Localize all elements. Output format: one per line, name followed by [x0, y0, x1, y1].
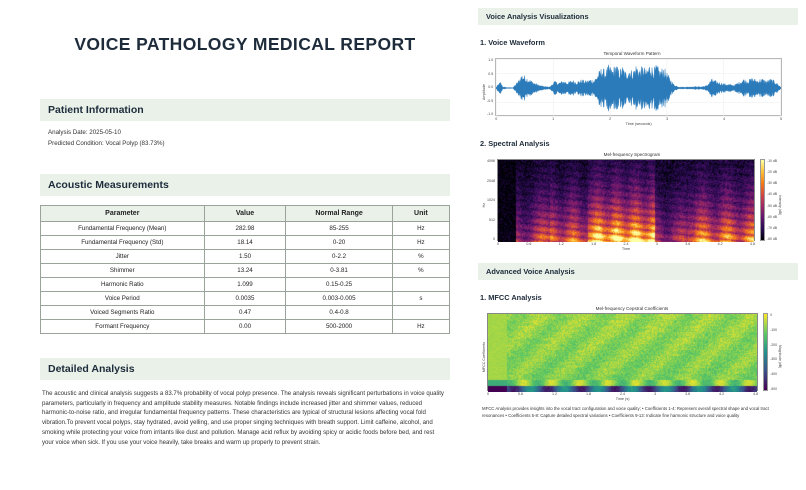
waveform-x-axis-label: Time (seconds)	[625, 122, 652, 126]
axis-tick: 0.6	[526, 242, 532, 246]
axis-tick: 1024	[487, 198, 495, 202]
acoustic-measurements-table	[40, 205, 450, 334]
axis-tick: 3.6	[685, 392, 691, 396]
table-cell: 1.50	[204, 249, 286, 263]
table-row	[41, 305, 450, 319]
table-cell: 0.47	[204, 305, 286, 319]
axis-tick: -10 dB	[767, 159, 777, 163]
axis-tick: 3	[655, 242, 658, 246]
axis-tick: 0.5	[488, 71, 494, 76]
table-column-header-3: Unit	[392, 205, 449, 221]
axis-tick: -200	[770, 342, 777, 347]
axis-tick: 4.8	[753, 392, 759, 396]
axis-tick: 1.2	[552, 392, 558, 396]
waveform-x-ticks	[495, 117, 782, 121]
spectrogram-y-axis-label: Hz	[482, 202, 486, 208]
mfcc-canvas	[488, 314, 757, 392]
axis-tick: -400	[770, 372, 777, 377]
axis-tick: 1	[552, 117, 555, 121]
spectrogram-colorbar-ticks	[767, 159, 777, 241]
table-cell: 500-2000	[286, 319, 392, 333]
patient-information-body	[40, 121, 450, 150]
table-cell: Voiced Segments Ratio	[41, 305, 205, 319]
detailed-analysis-heading: Detailed Analysis	[40, 358, 450, 380]
table-cell: Fundamental Frequency (Mean)	[41, 221, 205, 235]
axis-tick: 0	[487, 392, 489, 396]
table-cell: %	[392, 249, 449, 263]
mfcc-chart-title: Mel-frequency Cepstral Coefficients	[595, 306, 669, 311]
mfcc-analysis-heading: 1. MFCC Analysis	[480, 293, 542, 302]
spectrogram-x-axis-label: Time	[621, 247, 631, 251]
table-cell: 0.003-0.005	[286, 291, 392, 305]
voice-analysis-visualizations-heading: Voice Analysis Visualizations	[478, 8, 798, 25]
table-cell: Hz	[392, 221, 449, 235]
table-row	[41, 235, 450, 249]
axis-tick: 4.2	[717, 242, 723, 246]
axis-tick: 0	[770, 313, 773, 317]
axis-tick: 4.8	[750, 242, 755, 246]
table-cell	[392, 305, 449, 319]
axis-tick: 2.4	[623, 242, 629, 246]
axis-tick: 4.2	[719, 392, 725, 396]
axis-tick: 0	[497, 242, 499, 246]
axis-tick: 3	[654, 392, 657, 396]
table-cell: 0.4-0.8	[286, 305, 392, 319]
mfcc-plot-area	[487, 313, 758, 391]
axis-tick: -500	[770, 386, 777, 391]
mfcc-footnote: MFCC Analysis provides insights into the vocal tract configuration and voice quality; • Coefficients 1-4: Represent overall spectral shape and vocal tract resonances • Coefficients 5-8: Capture detailed spectral variations • Coefficients 9-13: Indicate fine harmonic structure and voice quality	[482, 406, 769, 418]
axis-tick: 0.6	[518, 392, 524, 396]
table-cell: 18.14	[204, 235, 286, 249]
spectral-analysis-heading: 2. Spectral Analysis	[480, 139, 550, 148]
axis-tick: -50 dB	[767, 203, 777, 208]
table-cell: 0.15-0.25	[286, 277, 392, 291]
table-header-row	[41, 205, 450, 221]
axis-tick: 1.2	[558, 242, 564, 246]
predicted-condition: Predicted Condition: Vocal Polyp (83.73%)	[48, 139, 165, 147]
axis-tick: 0.0	[488, 85, 494, 89]
spectrogram-y-ticks	[487, 159, 497, 241]
table-cell: Hz	[392, 235, 449, 249]
table-column-header-2: Normal Range	[286, 205, 392, 221]
table-column-header-1: Value	[204, 205, 286, 221]
table-cell: Shimmer	[41, 263, 205, 277]
table-row	[41, 291, 450, 305]
table-cell: 1.099	[204, 277, 286, 291]
axis-tick: 3	[666, 117, 669, 121]
mfcc-colorbar-ticks	[770, 313, 777, 391]
mfcc-colorbar	[763, 313, 782, 401]
page-title: VOICE PATHOLOGY MEDICAL REPORT	[74, 34, 416, 54]
table-cell: Harmonic Ratio	[41, 277, 205, 291]
table-cell: 0.00	[204, 319, 286, 333]
table-cell: Fundamental Frequency (Std)	[41, 235, 205, 249]
axis-tick: -40 dB	[767, 192, 777, 197]
right-column	[468, 0, 806, 490]
mfcc-y-axis-label: MFCC Coefficients	[482, 341, 486, 373]
waveform-y-ticks	[487, 58, 495, 116]
axis-tick: 1.8	[591, 242, 597, 246]
axis-tick: -1.0	[487, 112, 494, 116]
table-cell: 85-255	[286, 221, 392, 235]
waveform-y-axis-label: Amplitude	[482, 84, 486, 100]
spectrogram-colorbar-gradient	[760, 159, 765, 241]
table-row	[41, 221, 450, 235]
axis-tick: 0	[495, 117, 498, 121]
waveform-trace	[496, 65, 781, 112]
axis-tick: 4096	[487, 159, 495, 163]
axis-tick: 3.6	[685, 242, 691, 246]
spectrogram-canvas	[498, 160, 754, 242]
table-cell: 0-20	[286, 235, 392, 249]
table-cell: 0-3.81	[286, 263, 392, 277]
table-cell: 0.0035	[204, 291, 286, 305]
table-cell: %	[392, 263, 449, 277]
table-cell: Jitter	[41, 249, 205, 263]
mfcc-x-ticks	[487, 392, 758, 396]
table-row	[41, 319, 450, 333]
mfcc-colorbar-gradient	[763, 313, 768, 391]
waveform-plot-area	[495, 58, 782, 116]
spectrogram-chart-title: Mel-frequency Spectrogram	[603, 152, 661, 157]
voice-waveform-figure	[482, 51, 782, 126]
spectrogram-colorbar	[760, 159, 782, 251]
axis-tick: -70 dB	[767, 225, 777, 230]
voice-waveform-heading: 1. Voice Waveform	[480, 38, 545, 47]
mfcc-figure	[482, 306, 782, 401]
axis-tick: 1.8	[586, 392, 592, 396]
axis-tick: 2048	[487, 178, 495, 183]
table-cell: s	[392, 291, 449, 305]
spectrogram-colorbar-label: Intensity (dB)	[778, 195, 782, 215]
axis-tick: 512	[489, 217, 495, 222]
table-cell: 0-2.2	[286, 249, 392, 263]
table-cell: 13.24	[204, 263, 286, 277]
detailed-analysis-body: The acoustic and clinical analysis suggests a 83.7% probability of vocal polyp presence. The analysis reveals significant perturbations in voice quality parameters, particularly in frequency and amplitude stability measures. Notable findings include increased jitter and shimmer values, reduced harmonic-to-noise ratio, and irregular fundamental frequency patterns. These characteristics are typical of structural lesions affecting vocal fold vibration.To prevent vocal polyps, stay hydrated, avoid yelling, and use proper singing techniques with breath support. Limit caffeine, alcohol, and smoking while protecting your voice from irritants like dust and pollution. Manage acid reflux by avoiding spicy or acidic foods before bed, and rest your voice when sick. If you use your voice heavily, take breaks and warm up properly to prevent strain.	[42, 389, 444, 446]
mfcc-colorbar-label: Magnitude (dB)	[778, 345, 782, 369]
axis-tick: 0	[493, 237, 495, 241]
table-row	[41, 263, 450, 277]
table-cell: Hz	[392, 319, 449, 333]
axis-tick: 2.4	[620, 392, 626, 396]
axis-tick: -60 dB	[767, 214, 777, 219]
axis-tick: 5	[779, 117, 782, 121]
acoustic-measurements-heading: Acoustic Measurements	[40, 174, 450, 196]
patient-information-heading: Patient Information	[40, 99, 450, 121]
table-cell: Voice Period	[41, 291, 205, 305]
mfcc-x-axis-label: Time (s)	[615, 397, 630, 401]
table-column-header-0: Parameter	[41, 205, 205, 221]
axis-tick: 1.0	[488, 58, 494, 62]
axis-tick: -20 dB	[767, 170, 777, 175]
axis-tick: -300	[770, 357, 777, 362]
advanced-voice-analysis-heading: Advanced Voice Analysis	[478, 263, 798, 280]
table-row	[41, 277, 450, 291]
axis-tick: -0.5	[487, 98, 494, 103]
table-cell: 282.98	[204, 221, 286, 235]
spectrogram-x-ticks	[497, 242, 755, 246]
spectrogram-plot-area	[497, 159, 755, 241]
table-cell	[392, 277, 449, 291]
waveform-chart-title: Temporal Waveform Pattern	[603, 51, 661, 56]
table-cell: Formant Frequency	[41, 319, 205, 333]
axis-tick: -80 dB	[767, 236, 777, 241]
analysis-date: Analysis Date: 2025-05-10	[48, 129, 121, 136]
axis-tick: -100	[770, 327, 777, 332]
table-row	[41, 249, 450, 263]
waveform-canvas	[496, 59, 781, 117]
axis-tick: 4	[723, 117, 726, 121]
mel-spectrogram-figure	[482, 152, 782, 251]
axis-tick: -30 dB	[767, 181, 777, 186]
axis-tick: 2	[609, 117, 612, 121]
